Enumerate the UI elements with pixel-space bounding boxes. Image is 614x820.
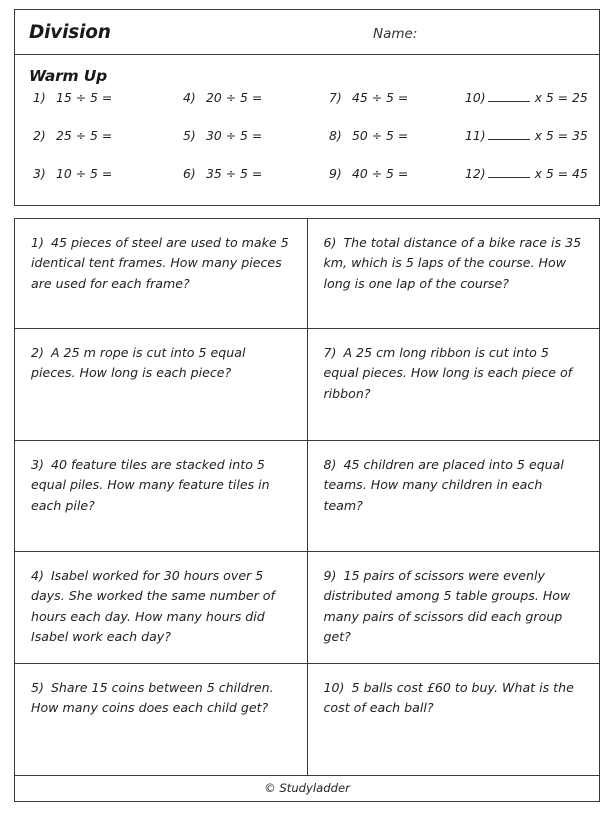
problem-text: 45 pieces of steel are used to make 5 identical tent frames. How many pieces are used for each frame? xyxy=(31,235,289,291)
problem-row xyxy=(15,441,600,552)
warmup-item-12 xyxy=(465,166,588,181)
problem-cell-2[interactable] xyxy=(15,329,308,441)
problem-number: 5) xyxy=(31,680,44,695)
warmup-item-expression: 10 ÷ 5 = xyxy=(56,166,113,181)
warmup-item-number: 2) xyxy=(33,128,46,143)
problem-number: 6) xyxy=(323,235,337,250)
copyright-text: © Studyladder xyxy=(264,781,350,795)
problem-cell-9[interactable] xyxy=(308,552,601,664)
warmup-item-9 xyxy=(329,166,408,181)
warmup-item-2 xyxy=(33,128,112,143)
warmup-item-number: 9) xyxy=(329,166,342,181)
problem-row xyxy=(15,552,600,664)
warmup-item-number: 7) xyxy=(329,90,342,105)
problem-number: 1) xyxy=(31,235,44,250)
header-and-warmup-box xyxy=(14,9,600,206)
warmup-item-3 xyxy=(33,166,112,181)
warmup-item-1 xyxy=(33,90,112,105)
problem-row xyxy=(15,664,600,776)
problem-cell-1[interactable] xyxy=(15,219,308,329)
warmup-row xyxy=(15,166,601,204)
problem-cell-10[interactable] xyxy=(308,664,601,776)
problem-number: 7) xyxy=(323,345,337,360)
problem-number: 2) xyxy=(31,345,44,360)
answer-blank[interactable] xyxy=(488,166,530,178)
warmup-item-6 xyxy=(183,166,262,181)
warmup-item-11 xyxy=(465,128,588,143)
problem-text: 15 pairs of scissors were evenly distributed among 5 table groups. How many pairs of scissors did each group get? xyxy=(323,568,571,645)
warmup-item-number: 11) xyxy=(465,128,486,143)
problem-text: The total distance of a bike race is 35 km, which is 5 laps of the course. How long is one lap of the course? xyxy=(323,235,582,291)
warmup-item-number: 12) xyxy=(465,166,486,181)
warmup-row xyxy=(15,128,601,166)
warmup-item-number: 6) xyxy=(183,166,196,181)
warmup-grid xyxy=(15,90,601,204)
problem-cell-5[interactable] xyxy=(15,664,308,776)
problem-number: 8) xyxy=(323,457,337,472)
warmup-item-expression: x 5 = 45 xyxy=(534,166,588,181)
warmup-item-expression: 50 ÷ 5 = xyxy=(352,128,409,143)
warmup-item-8 xyxy=(329,128,408,143)
warmup-item-number: 3) xyxy=(33,166,46,181)
warmup-item-expression: 45 ÷ 5 = xyxy=(352,90,409,105)
word-problems-grid xyxy=(14,218,600,776)
warmup-item-expression: 20 ÷ 5 = xyxy=(206,90,263,105)
warmup-item-5 xyxy=(183,128,262,143)
warmup-item-10 xyxy=(465,90,588,105)
problem-text: Share 15 coins between 5 children. How many coins does each child get? xyxy=(31,680,274,716)
warmup-item-expression: 40 ÷ 5 = xyxy=(352,166,409,181)
problem-cell-6[interactable] xyxy=(308,219,601,329)
problem-cell-8[interactable] xyxy=(308,441,601,552)
warmup-item-expression: 30 ÷ 5 = xyxy=(206,128,263,143)
problem-number: 4) xyxy=(31,568,44,583)
warmup-item-expression: 35 ÷ 5 = xyxy=(206,166,263,181)
answer-blank[interactable] xyxy=(488,128,530,140)
warmup-item-number: 1) xyxy=(33,90,46,105)
problem-cell-3[interactable] xyxy=(15,441,308,552)
warmup-item-expression: x 5 = 25 xyxy=(534,90,588,105)
problem-text: A 25 m rope is cut into 5 equal pieces. How long is each piece? xyxy=(31,345,246,381)
warmup-item-number: 8) xyxy=(329,128,342,143)
problem-row xyxy=(15,329,600,441)
problem-number: 3) xyxy=(31,457,44,472)
problem-text: Isabel worked for 30 hours over 5 days. She worked the same number of hours each day. How many hours did Isabel work each day? xyxy=(31,568,275,645)
name-field-label: Name: xyxy=(373,26,418,42)
warmup-item-number: 4) xyxy=(183,90,196,105)
problem-cell-4[interactable] xyxy=(15,552,308,664)
problem-text: 5 balls cost £60 to buy. What is the cost of each ball? xyxy=(323,680,574,716)
footer xyxy=(14,775,600,802)
problem-row xyxy=(15,219,600,329)
problem-text: 45 children are placed into 5 equal teams. How many children in each team? xyxy=(323,457,564,513)
page-title: Division xyxy=(29,22,111,43)
problem-number: 9) xyxy=(323,568,337,583)
warmup-heading: Warm Up xyxy=(29,67,107,85)
warmup-item-number: 5) xyxy=(183,128,196,143)
warmup-item-7 xyxy=(329,90,408,105)
problem-text: A 25 cm long ribbon is cut into 5 equal pieces. How long is each piece of ribbon? xyxy=(323,345,573,401)
warmup-item-expression: 15 ÷ 5 = xyxy=(56,90,113,105)
warmup-item-4 xyxy=(183,90,262,105)
problem-text: 40 feature tiles are stacked into 5 equal piles. How many feature tiles in each pile? xyxy=(31,457,270,513)
problem-cell-7[interactable] xyxy=(308,329,601,441)
answer-blank[interactable] xyxy=(488,90,530,102)
header-row xyxy=(15,10,599,55)
warmup-item-number: 10) xyxy=(465,90,486,105)
problem-number: 10) xyxy=(323,680,345,695)
warmup-item-expression: 25 ÷ 5 = xyxy=(56,128,113,143)
warmup-row xyxy=(15,90,601,128)
warmup-item-expression: x 5 = 35 xyxy=(534,128,588,143)
